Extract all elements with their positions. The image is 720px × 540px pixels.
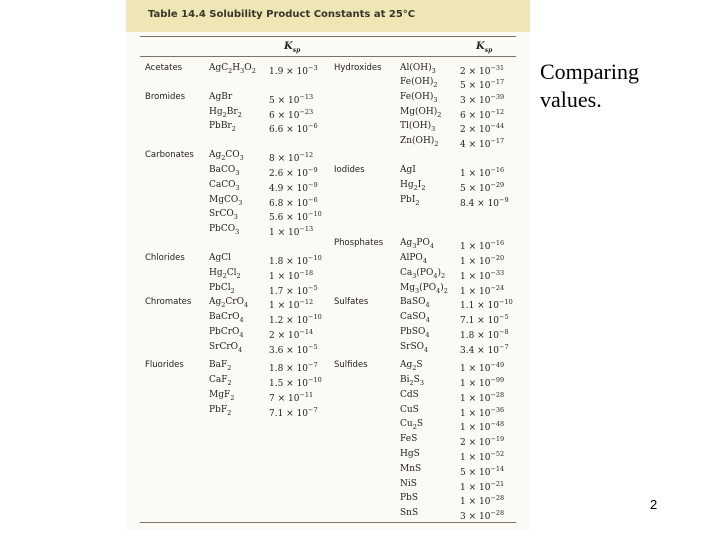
ksp-exponent: −10 [499, 298, 513, 306]
ksp-value: $2.6 \times 10^{-9}$ [269, 166, 318, 179]
ksp-exponent: −5 [499, 313, 509, 321]
ksp-exponent: −3 [308, 64, 318, 72]
compound-class-label: Chlorides [145, 253, 185, 263]
compound-formula: $Hg_2Br_2$ [209, 107, 242, 119]
compound-formula: $Al(OH)_3$ [400, 63, 436, 75]
compound-formula: BaSO$_4$ [400, 297, 430, 309]
ksp-exponent: −7 [308, 406, 318, 414]
ksp-value: $7.1 \times 10^{-7}$ [269, 406, 318, 419]
compound-formula: $Ag_2CO_3$ [209, 150, 244, 162]
compound-formula: CuS [400, 405, 419, 415]
compound-class-label: Sulfides [334, 360, 368, 370]
compound-formula: $Fe(OH)_2$ [400, 77, 438, 89]
ksp-value: $1.8 \times 10^{-8}$ [460, 328, 509, 341]
ksp-value: $1 \times 10^{-49}$ [460, 361, 505, 374]
formula-subscript: 3 [239, 153, 244, 162]
ksp-value: $3 \times 10^{-39}$ [460, 93, 505, 106]
ksp-value: $6.6 \times 10^{-6}$ [269, 122, 318, 135]
compound-formula: BaCO$_3$ [209, 165, 240, 177]
formula-subscript: 3 [238, 198, 243, 207]
formula-subscript: 4 [436, 286, 441, 295]
ksp-exponent: −23 [299, 108, 314, 116]
ksp-exponent: −9 [499, 196, 509, 204]
formula-subscript: 4 [429, 241, 434, 250]
compound-formula: HgS [400, 449, 420, 459]
ksp-exponent: −12 [299, 298, 314, 306]
formula-subscript: 4 [239, 315, 244, 324]
ksp-exponent: −49 [490, 361, 505, 369]
ksp-value: $1 \times 10^{-16}$ [460, 166, 505, 179]
ksp-exponent: −20 [490, 254, 505, 262]
compound-class-label: Fluorides [145, 360, 184, 370]
ksp-exponent: −9 [308, 166, 318, 174]
ksp-exponent: −12 [490, 108, 505, 116]
formula-subscript: 2 [227, 408, 232, 417]
formula-subscript: 4 [433, 271, 438, 280]
ksp-exponent: −44 [490, 122, 505, 130]
compound-class-label: Phosphates [334, 238, 384, 248]
compound-formula: CdS [400, 390, 419, 400]
formula-subscript: 2 [415, 198, 420, 207]
compound-class-label: Hydroxides [334, 63, 382, 73]
formula-subscript: 3 [431, 124, 436, 133]
formula-subscript: 2 [231, 124, 236, 133]
formula-subscript: 4 [238, 345, 243, 354]
ksp-exponent: −7 [308, 361, 318, 369]
ksp-exponent: −16 [490, 239, 505, 247]
ksp-value: $8 \times 10^{-12}$ [269, 151, 314, 164]
ksp-exponent: −5 [308, 343, 318, 351]
ksp-exponent: −12 [299, 151, 314, 159]
ksp-value: $1.1 \times 10^{-10}$ [460, 298, 513, 311]
ksp-value: $1 \times 10^{-12}$ [269, 298, 314, 311]
formula-subscript: 4 [422, 256, 427, 265]
compound-formula: MgCO$_3$ [209, 195, 243, 207]
ksp-value: $4 \times 10^{-17}$ [460, 137, 505, 150]
ksp-value: $1.8 \times 10^{-7}$ [269, 361, 318, 374]
compound-class-label: Acetates [145, 63, 183, 73]
compound-formula: $Tl(OH)_3$ [400, 121, 436, 133]
compound-formula: CaSO$_4$ [400, 312, 430, 324]
ksp-value: $1.7 \times 10^{-5}$ [269, 284, 318, 297]
ksp-exponent: −28 [490, 494, 505, 502]
compound-formula: $Ca_3(PO_4)_2$ [400, 268, 446, 280]
ksp-exponent: −13 [299, 225, 314, 233]
formula-subscript: 3 [235, 183, 240, 192]
ksp-value: $5.6 \times 10^{-10}$ [269, 210, 322, 223]
slide-caption [540, 58, 710, 114]
formula-subscript: 2 [221, 300, 226, 309]
ksp-exponent: −36 [490, 406, 505, 414]
formula-subscript: 4 [239, 330, 244, 339]
ksp-exponent: −8 [499, 328, 509, 336]
ksp-value: $5 \times 10^{-29}$ [460, 181, 505, 194]
ksp-value: $1 \times 10^{-24}$ [460, 284, 505, 297]
table-bottom-rule [140, 522, 516, 523]
ksp-value: $8.4 \times 10^{-9}$ [460, 196, 509, 209]
ksp-value: $1.8 \times 10^{-10}$ [269, 254, 322, 267]
formula-subscript: 3 [431, 66, 436, 75]
formula-subscript: 2 [237, 110, 242, 119]
formula-subscript: 2 [230, 286, 235, 295]
ksp-exponent: −16 [490, 166, 505, 174]
ksp-value: $1 \times 10^{-21}$ [460, 480, 505, 493]
ksp-exponent: −24 [490, 284, 505, 292]
ksp-value: $3.6 \times 10^{-5}$ [269, 343, 318, 356]
compound-formula: $Ag_2S$ [400, 360, 423, 372]
formula-subscript: 4 [243, 300, 249, 309]
ksp-value: $1 \times 10^{-18}$ [269, 269, 314, 282]
compound-formula: AgI [400, 165, 416, 175]
formula-subscript: 2 [227, 363, 232, 372]
table-title: Table 14.4 Solubility Product Constants at 25°C [148, 9, 416, 20]
ksp-value: $1.2 \times 10^{-10}$ [269, 313, 322, 326]
formula-subscript: 2 [437, 110, 442, 119]
ksp-header-left-sub: sp [292, 47, 301, 54]
compound-formula: $Cu_2S$ [400, 419, 423, 431]
compound-class-label: Sulfates [334, 297, 369, 307]
ksp-exponent: −10 [308, 376, 322, 384]
ksp-value: $1 \times 10^{-20}$ [460, 254, 505, 267]
ksp-value: $5 \times 10^{-17}$ [460, 78, 505, 91]
compound-formula: $AgC_2H_3O_2$ [209, 63, 256, 75]
formula-subscript: 2 [221, 153, 226, 162]
formula-subscript: 2 [222, 110, 227, 119]
formula-subscript: 3 [414, 286, 420, 295]
formula-subscript: 3 [235, 168, 240, 177]
formula-subscript: 2 [222, 271, 227, 280]
compound-formula: PbF$_2$ [209, 405, 232, 417]
ksp-value: $7 \times 10^{-11}$ [269, 391, 314, 404]
formula-subscript: 3 [235, 227, 240, 236]
formula-subscript: 2 [409, 378, 414, 387]
formula-subscript: 2 [413, 183, 418, 192]
compound-formula: SnS [400, 508, 419, 518]
page-number: 2 [650, 497, 658, 512]
compound-formula: PbI$_2$ [400, 195, 420, 207]
compound-class-label: Chromates [145, 297, 192, 307]
ksp-value: $2 \times 10^{-31}$ [460, 64, 505, 77]
formula-subscript: 2 [227, 378, 232, 387]
compound-formula: CaF$_2$ [209, 375, 232, 387]
compound-class-label: Iodides [334, 165, 365, 175]
ksp-exponent: −9 [308, 181, 318, 189]
formula-subscript: 4 [425, 300, 430, 309]
compound-formula: $Zn(OH)_2$ [400, 136, 439, 148]
ksp-exponent: −29 [490, 181, 505, 189]
compound-formula: FeS [400, 434, 418, 444]
compound-formula: $Fe(OH)_3$ [400, 92, 438, 104]
ksp-value: $1 \times 10^{-13}$ [269, 225, 314, 238]
ksp-exponent: −17 [490, 137, 505, 145]
ksp-exponent: −14 [490, 465, 505, 473]
compound-formula: SrCrO$_4$ [209, 342, 243, 354]
ksp-value: $5 \times 10^{-14}$ [460, 465, 505, 478]
formula-subscript: 3 [433, 95, 438, 104]
ksp-exponent: −6 [308, 122, 318, 130]
compound-formula: NiS [400, 479, 417, 489]
ksp-header-right-sub: sp [484, 47, 493, 54]
ksp-exponent: −13 [299, 93, 314, 101]
ksp-value: $5 \times 10^{-13}$ [269, 93, 314, 106]
formula-subscript: 2 [434, 139, 439, 148]
formula-subscript: 3 [240, 66, 245, 75]
formula-subscript: 2 [228, 66, 233, 75]
ksp-exponent: −18 [299, 269, 314, 277]
ksp-value: $1 \times 10^{-33}$ [460, 269, 505, 282]
ksp-exponent: −33 [490, 269, 505, 277]
formula-subscript: 2 [230, 393, 235, 402]
ksp-exponent: −5 [308, 284, 318, 292]
formula-subscript: 2 [412, 422, 417, 431]
formula-subscript: 2 [433, 80, 438, 89]
compound-formula: PbCl$_2$ [209, 283, 235, 295]
compound-formula: PbCrO$_4$ [209, 327, 244, 339]
ksp-value: $1 \times 10^{-99}$ [460, 376, 505, 389]
compound-formula: PbCO$_3$ [209, 224, 240, 236]
formula-subscript: 2 [421, 183, 426, 192]
formula-subscript: 4 [425, 315, 430, 324]
compound-formula: AlPO$_4$ [400, 253, 427, 265]
formula-subscript: 3 [419, 378, 424, 387]
table-title-bar [126, 0, 530, 32]
ksp-exponent: −6 [308, 196, 318, 204]
ksp-value: $7.1 \times 10^{-5}$ [460, 313, 509, 326]
compound-formula: $Hg_2I_2$ [400, 180, 426, 192]
formula-subscript: 3 [233, 212, 238, 221]
ksp-value: $1 \times 10^{-48}$ [460, 420, 505, 433]
ksp-value: $1 \times 10^{-16}$ [460, 239, 505, 252]
ksp-exponent: −14 [299, 328, 314, 336]
ksp-exponent: −28 [490, 391, 505, 399]
ksp-value: $1.5 \times 10^{-10}$ [269, 376, 322, 389]
ksp-value: $1.9 \times 10^{-3}$ [269, 64, 318, 77]
ksp-exponent: −7 [499, 343, 509, 351]
ksp-exponent: −31 [490, 64, 505, 72]
compound-formula: MnS [400, 464, 422, 474]
ksp-exponent: −11 [299, 391, 314, 399]
ksp-exponent: −21 [490, 480, 505, 488]
caption-line-1: Comparing [540, 59, 639, 84]
ksp-exponent: −99 [490, 376, 505, 384]
caption-line-2: values. [540, 87, 602, 112]
compound-formula: CaCO$_3$ [209, 180, 240, 192]
ksp-value: $3 \times 10^{-28}$ [460, 509, 505, 522]
table-top-rule [140, 36, 516, 37]
ksp-value: $1 \times 10^{-36}$ [460, 406, 505, 419]
compound-formula: $Mg_3(PO_4)_2$ [400, 283, 448, 295]
ksp-value: $6 \times 10^{-23}$ [269, 108, 314, 121]
ksp-header-right: $K_{sp}$ [476, 41, 493, 54]
compound-formula: $Ag_2CrO_4$ [209, 297, 249, 309]
compound-formula: AgCl [209, 253, 232, 263]
compound-formula: BaCrO$_4$ [209, 312, 244, 324]
ksp-exponent: −10 [308, 210, 322, 218]
ksp-value: $2 \times 10^{-19}$ [460, 435, 505, 448]
formula-subscript: 2 [443, 286, 448, 295]
formula-subscript: 4 [424, 345, 429, 354]
formula-subscript: 2 [441, 271, 446, 280]
compound-formula: BaF$_2$ [209, 360, 232, 372]
ksp-value: $6 \times 10^{-12}$ [460, 108, 505, 121]
ksp-exponent: −17 [490, 78, 505, 86]
formula-subscript: 3 [412, 241, 417, 250]
compound-formula: PbBr$_2$ [209, 121, 236, 133]
compound-formula: $Bi_2S_3$ [400, 375, 424, 387]
ksp-exponent: −10 [308, 254, 322, 262]
ksp-value: $2 \times 10^{-14}$ [269, 328, 314, 341]
formula-subscript: 2 [251, 66, 256, 75]
ksp-value: $1 \times 10^{-28}$ [460, 494, 505, 507]
compound-formula: $Hg_2Cl_2$ [209, 268, 241, 280]
compound-formula: MgF$_2$ [209, 390, 235, 402]
ksp-value: $1 \times 10^{-28}$ [460, 391, 505, 404]
ksp-exponent: −39 [490, 93, 505, 101]
compound-formula: SrCO$_3$ [209, 209, 238, 221]
ksp-header-left: $K_{sp}$ [284, 41, 301, 54]
formula-subscript: 4 [425, 330, 430, 339]
ksp-exponent: −19 [490, 435, 505, 443]
ksp-value: $1 \times 10^{-52}$ [460, 450, 505, 463]
ksp-value: $2 \times 10^{-44}$ [460, 122, 505, 135]
table-header-rule [140, 56, 516, 57]
ksp-exponent: −48 [490, 420, 505, 428]
ksp-value: $6.8 \times 10^{-6}$ [269, 196, 318, 209]
ksp-exponent: −10 [308, 313, 322, 321]
compound-formula: AgBr [209, 92, 233, 102]
formula-subscript: 3 [412, 271, 417, 280]
compound-formula: $Mg(OH)_2$ [400, 107, 442, 119]
compound-class-label: Carbonates [145, 150, 194, 160]
ksp-exponent: −28 [490, 509, 505, 517]
formula-subscript: 2 [412, 363, 417, 372]
compound-class-label: Bromides [145, 92, 186, 102]
ksp-value: $4.9 \times 10^{-9}$ [269, 181, 318, 194]
compound-formula: $Ag_3PO_4$ [400, 238, 434, 250]
compound-formula: PbSO$_4$ [400, 327, 430, 339]
ksp-exponent: −52 [490, 450, 505, 458]
compound-formula: PbS [400, 493, 418, 503]
compound-formula: SrSO$_4$ [400, 342, 429, 354]
ksp-value: $3.4 \times 10^{-7}$ [460, 343, 509, 356]
formula-subscript: 2 [236, 271, 241, 280]
solubility-table-scan [126, 0, 530, 530]
